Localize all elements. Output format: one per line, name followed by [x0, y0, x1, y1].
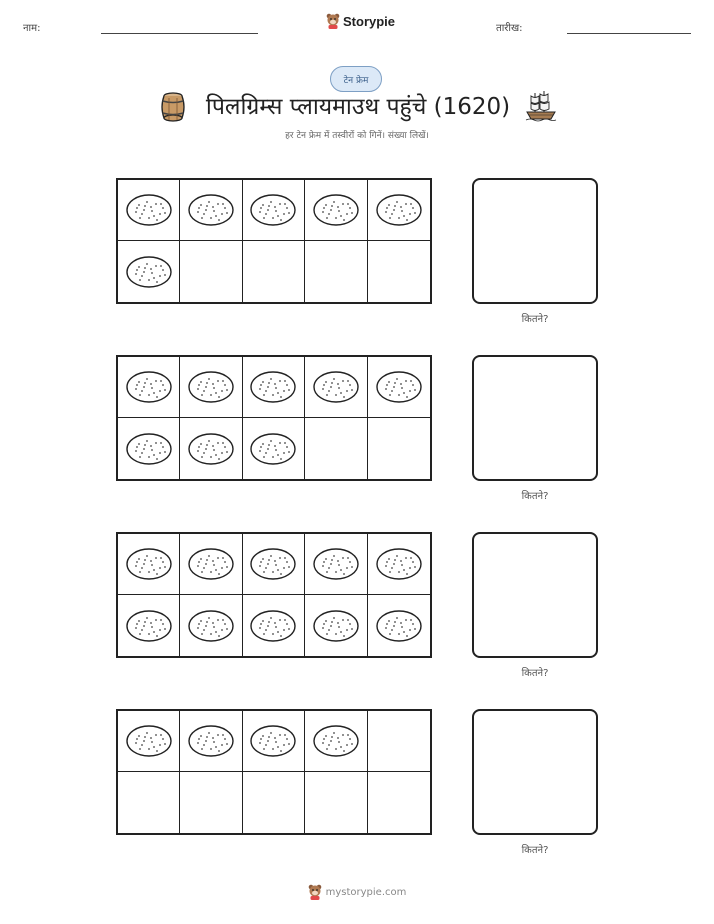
- frame-cell: [180, 772, 242, 833]
- cookie-icon: [312, 609, 360, 643]
- frame-cell: [305, 357, 367, 418]
- ship-icon: [525, 90, 557, 122]
- footer: [0, 884, 714, 900]
- frame-cell: [305, 180, 367, 241]
- frame-cell: [180, 241, 242, 302]
- frame-cell: [180, 711, 242, 772]
- cookie-icon: [375, 193, 423, 227]
- frame-cell: [180, 357, 242, 418]
- frame-cell: [180, 595, 242, 656]
- date-label: तारीख:: [496, 23, 523, 34]
- answer-label-3: कितने?: [521, 668, 549, 679]
- ten-frame-2: [116, 355, 432, 481]
- cookie-icon: [187, 547, 235, 581]
- page-title: पिलग्रिम्स प्लायमाउथ पहुंचे (1620): [205, 94, 511, 120]
- frame-cell: [368, 772, 430, 833]
- cookie-icon: [125, 432, 173, 466]
- cookie-icon: [125, 547, 173, 581]
- cookie-icon: [187, 609, 235, 643]
- brand-name: Storypie: [343, 13, 396, 29]
- frame-cell: [243, 418, 305, 479]
- cookie-icon: [187, 432, 235, 466]
- frame-cell: [305, 241, 367, 302]
- frame-cell: [243, 180, 305, 241]
- frame-cell: [118, 534, 180, 595]
- frame-cell: [243, 711, 305, 772]
- ten-frame-1: [116, 178, 432, 304]
- cookie-icon: [375, 609, 423, 643]
- barrel-icon: [159, 92, 187, 122]
- answer-box-1[interactable]: [472, 178, 598, 304]
- name-field[interactable]: [101, 33, 258, 34]
- frame-cell: [305, 418, 367, 479]
- cookie-icon: [249, 370, 297, 404]
- cookie-icon: [187, 370, 235, 404]
- answer-box-3[interactable]: [472, 532, 598, 658]
- frame-cell: [368, 595, 430, 656]
- frame-cell: [180, 180, 242, 241]
- frame-cell: [118, 772, 180, 833]
- frame-cell: [305, 711, 367, 772]
- footer-site: mystorypie.com: [325, 886, 407, 898]
- cookie-icon: [187, 193, 235, 227]
- frame-cell: [118, 180, 180, 241]
- cookie-icon: [312, 193, 360, 227]
- frame-cell: [243, 772, 305, 833]
- frame-cell: [368, 357, 430, 418]
- answer-box-4[interactable]: [472, 709, 598, 835]
- bear-mascot-icon: [308, 884, 322, 900]
- cookie-icon: [249, 724, 297, 758]
- cookie-icon: [249, 609, 297, 643]
- bear-mascot-icon: [326, 13, 340, 29]
- frame-cell: [118, 241, 180, 302]
- cookie-icon: [125, 255, 173, 289]
- frame-cell: [305, 595, 367, 656]
- frame-cell: [368, 711, 430, 772]
- cookie-icon: [125, 193, 173, 227]
- frame-cell: [118, 711, 180, 772]
- frame-cell: [180, 534, 242, 595]
- date-field[interactable]: [567, 33, 691, 34]
- cookie-icon: [125, 724, 173, 758]
- cookie-icon: [312, 724, 360, 758]
- frame-cell: [243, 595, 305, 656]
- ten-frame-4: [116, 709, 432, 835]
- answer-label-4: कितने?: [521, 845, 549, 856]
- cookie-icon: [249, 193, 297, 227]
- frame-cell: [118, 418, 180, 479]
- cookie-icon: [187, 724, 235, 758]
- cookie-icon: [125, 370, 173, 404]
- answer-label-2: कितने?: [521, 491, 549, 502]
- cookie-icon: [249, 432, 297, 466]
- name-label: नाम:: [23, 23, 41, 34]
- cookie-icon: [375, 547, 423, 581]
- answer-box-2[interactable]: [472, 355, 598, 481]
- frame-cell: [368, 180, 430, 241]
- instructions: हर टेन फ्रेम में तस्वीरों को गिनें। संख्या लिखें।: [285, 131, 429, 141]
- frame-cell: [305, 772, 367, 833]
- frame-cell: [243, 357, 305, 418]
- cookie-icon: [249, 547, 297, 581]
- cookie-icon: [312, 547, 360, 581]
- ten-frame-3: [116, 532, 432, 658]
- frame-cell: [368, 418, 430, 479]
- cookie-icon: [312, 370, 360, 404]
- frame-cell: [118, 595, 180, 656]
- cookie-icon: [125, 609, 173, 643]
- answer-label-1: कितने?: [521, 314, 549, 325]
- topic-badge: टेन फ्रेम: [330, 66, 382, 92]
- frame-cell: [368, 241, 430, 302]
- frame-cell: [368, 534, 430, 595]
- frame-cell: [180, 418, 242, 479]
- frame-cell: [243, 241, 305, 302]
- frame-cell: [118, 357, 180, 418]
- frame-cell: [243, 534, 305, 595]
- brand-logo: [326, 13, 395, 29]
- cookie-icon: [375, 370, 423, 404]
- frame-cell: [305, 534, 367, 595]
